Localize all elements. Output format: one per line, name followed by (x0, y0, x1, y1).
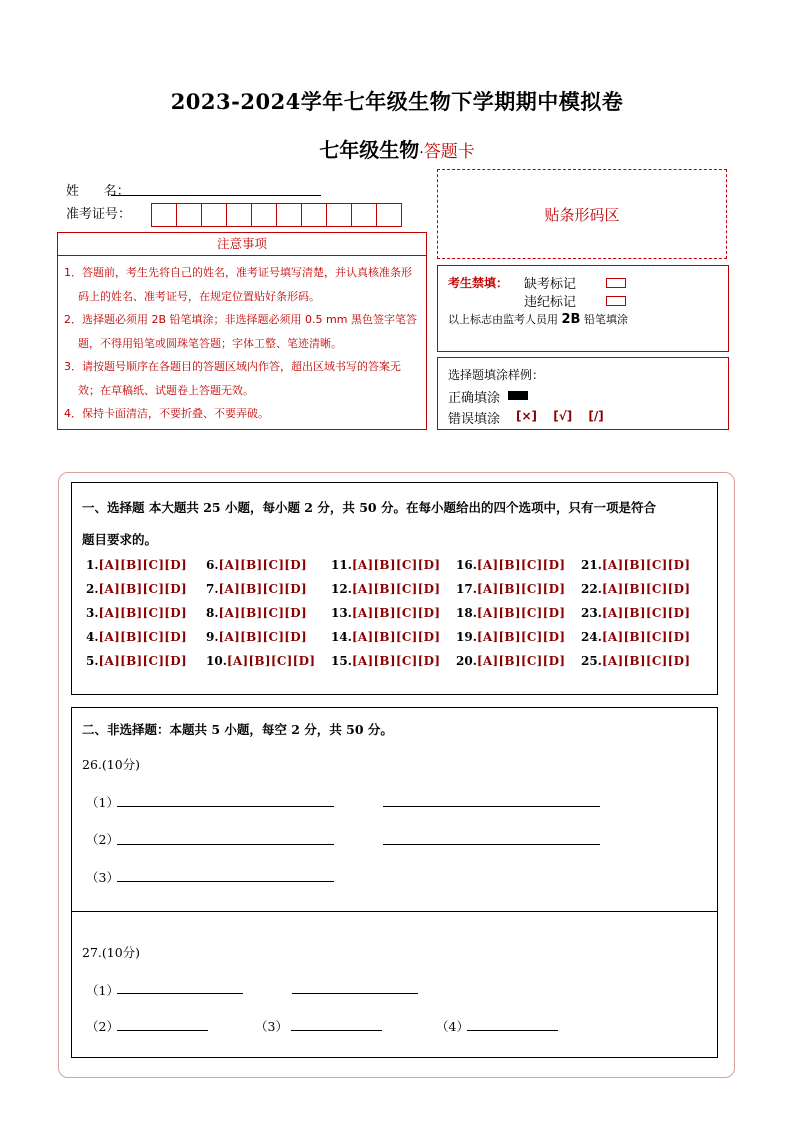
name-label: 姓 名： (66, 184, 130, 199)
mc-options[interactable]: [A][B][C][D] (98, 582, 187, 596)
mc-instructions-line2: 题目要求的。 (82, 532, 158, 547)
mc-question[interactable] (86, 556, 206, 575)
q26-part-label: （1） (86, 795, 119, 810)
id-digit-box[interactable] (276, 203, 302, 227)
mc-question[interactable] (456, 628, 581, 647)
mc-question-number: 3. (86, 606, 99, 620)
mc-options[interactable]: [A][B][C][D] (476, 582, 566, 596)
q27-part-label: （3） (255, 1019, 288, 1034)
mc-question-number: 25. (581, 654, 602, 668)
mc-question[interactable] (206, 628, 331, 647)
mc-options[interactable]: [A][B][C][D] (98, 606, 187, 620)
mc-question[interactable] (86, 652, 206, 671)
mc-options[interactable]: [A][B][C][D] (351, 654, 441, 668)
mc-question[interactable] (86, 628, 206, 647)
subtitle-dot: · (419, 145, 424, 161)
mc-question-number: 18. (456, 606, 477, 620)
q27-answer-line[interactable] (117, 993, 243, 994)
mc-options[interactable]: [A][B][C][D] (98, 630, 187, 644)
candidate-forbidden-box (437, 265, 729, 352)
mc-question-number: 1. (86, 558, 99, 572)
q27-answer-line[interactable] (291, 1030, 382, 1031)
id-digit-box[interactable] (251, 203, 277, 227)
notice-item: 4．保持卡面清洁，不要折叠、不要弄破。 (64, 407, 269, 420)
correct-fill-label: 正确填涂 (448, 391, 501, 406)
mc-question-number: 8. (206, 606, 219, 620)
mc-question[interactable] (86, 580, 206, 599)
q26-answer-line[interactable] (117, 844, 334, 845)
mc-question-number: 16. (456, 558, 477, 572)
mc-options[interactable]: [A][B][C][D] (351, 558, 441, 572)
mc-options[interactable]: [A][B][C][D] (601, 630, 691, 644)
mc-answer-grid (86, 556, 706, 671)
mc-question-number: 2. (86, 582, 99, 596)
q27-title: 27.(10分) (82, 945, 141, 960)
mc-question[interactable] (206, 580, 331, 599)
mc-question-number: 23. (581, 606, 602, 620)
mc-question-number: 13. (331, 606, 352, 620)
q26-answer-line[interactable] (383, 806, 600, 807)
mc-question[interactable] (581, 556, 706, 575)
mc-question-number: 12. (331, 582, 352, 596)
q27-part-label: （2） (86, 1019, 119, 1034)
question-divider (71, 911, 718, 912)
q27-part-label: （1） (86, 983, 119, 998)
mc-question[interactable] (581, 604, 706, 623)
mc-question[interactable] (331, 628, 456, 647)
mc-question[interactable] (331, 604, 456, 623)
mc-question[interactable] (456, 556, 581, 575)
q27-answer-line[interactable] (467, 1030, 558, 1031)
mc-options[interactable]: [A][B][C][D] (218, 582, 307, 596)
notice-box (57, 232, 427, 430)
mc-question-number: 24. (581, 630, 602, 644)
exam-id-label: 准考证号： (66, 207, 132, 222)
mc-instructions-line1: 一、选择题 本大题共 25 小题，每小题 2 分，共 50 分。在每小题给出的四个选项中，只有一项是符合 (82, 500, 656, 515)
mc-options[interactable]: [A][B][C][D] (476, 606, 566, 620)
mc-question[interactable] (331, 652, 456, 671)
mc-question[interactable] (456, 580, 581, 599)
correct-fill-sample (508, 391, 528, 400)
answer-sheet-subtitle (0, 134, 794, 163)
sample-title: 选择题填涂样例： (448, 368, 545, 382)
mc-options[interactable]: [A][B][C][D] (601, 558, 691, 572)
violation-mark-label: 违纪标记 (524, 295, 577, 310)
mc-question-number: 21. (581, 558, 602, 572)
mc-question-number: 4. (86, 630, 99, 644)
violation-mark-box[interactable] (606, 296, 626, 306)
exam-id-boxes[interactable] (151, 203, 401, 227)
mc-question-number: 6. (206, 558, 219, 572)
mc-question-number: 19. (456, 630, 477, 644)
mc-options[interactable]: [A][B][C][D] (218, 606, 307, 620)
answer-card-label: 答题卡 (423, 142, 475, 162)
id-digit-box[interactable] (201, 203, 227, 227)
non-choice-instructions: 二、非选择题：本题共 5 小题，每空 2 分，共 50 分。 (82, 722, 393, 737)
fill-sample-box (437, 357, 729, 430)
mc-options[interactable]: [A][B][C][D] (98, 654, 187, 668)
mc-question[interactable] (206, 556, 331, 575)
mc-question[interactable] (456, 652, 581, 671)
mc-question-number: 15. (331, 654, 352, 668)
q26-part-label: （2） (86, 832, 119, 847)
id-digit-box[interactable] (226, 203, 252, 227)
subject-label: 七年级生物 (319, 138, 420, 162)
wrong-fill-samples: [×] [√] [/] (516, 409, 604, 423)
id-digit-box[interactable] (151, 203, 177, 227)
q26-answer-line[interactable] (383, 844, 600, 845)
mc-question[interactable] (581, 628, 706, 647)
mc-options[interactable]: [A][B][C][D] (218, 558, 307, 572)
mc-question-number: 7. (206, 582, 219, 596)
mc-question[interactable] (206, 652, 331, 671)
mc-question-number: 10. (206, 654, 227, 668)
id-digit-box[interactable] (376, 203, 402, 227)
barcode-label: 贴条形码区 (544, 205, 620, 224)
mc-question-number: 5. (86, 654, 99, 668)
mc-question[interactable] (456, 604, 581, 623)
mc-question[interactable] (206, 604, 331, 623)
mc-question[interactable] (86, 604, 206, 623)
notice-item: 1．答题前，考生先将自己的姓名，准考证号填写清楚，并认真核准条形码上的姓名、准考证号，在规定位置贴好条形码。 (64, 266, 412, 303)
notice-title: 注意事项 (58, 233, 426, 256)
mc-options[interactable]: [A][B][C][D] (476, 558, 566, 572)
id-digit-box[interactable] (351, 203, 377, 227)
forbidden-note: 以上标志由监考人员用 2B 铅笔填涂 (448, 312, 628, 327)
id-digit-box[interactable] (176, 203, 202, 227)
id-digit-box[interactable] (326, 203, 352, 227)
name-field[interactable] (111, 195, 321, 196)
mc-question[interactable] (581, 652, 706, 671)
forbidden-label: 考生禁填： (448, 276, 509, 290)
q27-part-label: （4） (436, 1019, 469, 1034)
q26-title: 26.(10分) (82, 757, 141, 772)
mc-question-number: 20. (456, 654, 477, 668)
mc-options[interactable]: [A][B][C][D] (351, 582, 441, 596)
q27-answer-line[interactable] (292, 993, 418, 994)
absent-mark-label: 缺考标记 (524, 277, 577, 292)
notice-item: 3．请按题号顺序在各题目的答题区域内作答，超出区域书写的答案无效；在草稿纸、试题卷上答题无效。 (64, 360, 401, 397)
mc-question[interactable] (331, 580, 456, 599)
mc-options[interactable]: [A][B][C][D] (601, 606, 691, 620)
mc-question-number: 11. (331, 558, 352, 572)
q27-answer-line[interactable] (117, 1030, 208, 1031)
mc-question[interactable] (331, 556, 456, 575)
mc-question-number: 9. (206, 630, 219, 644)
q26-answer-line[interactable] (117, 881, 334, 882)
mc-options[interactable]: [A][B][C][D] (98, 558, 187, 572)
notice-item: 2．选择题必须用 2B 铅笔填涂；非选择题必须用 0.5 mm 黑色签字笔答题，不得用铅笔或圆珠笔答题；字体工整、笔迹清晰。 (64, 313, 417, 350)
mc-question[interactable] (581, 580, 706, 599)
notice-list (58, 256, 426, 426)
mc-options[interactable]: [A][B][C][D] (226, 654, 316, 668)
mc-question-number: 22. (581, 582, 602, 596)
mc-options[interactable]: [A][B][C][D] (351, 630, 441, 644)
mc-options[interactable]: [A][B][C][D] (351, 606, 441, 620)
mc-options[interactable]: [A][B][C][D] (476, 630, 566, 644)
mc-options[interactable]: [A][B][C][D] (601, 582, 691, 596)
page-title: 2023-2024学年七年级生物下学期期中模拟卷 (170, 89, 624, 114)
mc-question-number: 14. (331, 630, 352, 644)
mc-question-number: 17. (456, 582, 477, 596)
q26-part-label: （3） (86, 870, 119, 885)
mc-options[interactable]: [A][B][C][D] (476, 654, 566, 668)
wrong-fill-label: 错误填涂 (448, 412, 501, 427)
barcode-area (437, 169, 727, 259)
non-choice-section (71, 707, 718, 1058)
mc-options[interactable]: [A][B][C][D] (601, 654, 691, 668)
absent-mark-box[interactable] (606, 278, 626, 288)
id-digit-box[interactable] (301, 203, 327, 227)
q26-answer-line[interactable] (117, 806, 334, 807)
mc-options[interactable]: [A][B][C][D] (218, 630, 307, 644)
